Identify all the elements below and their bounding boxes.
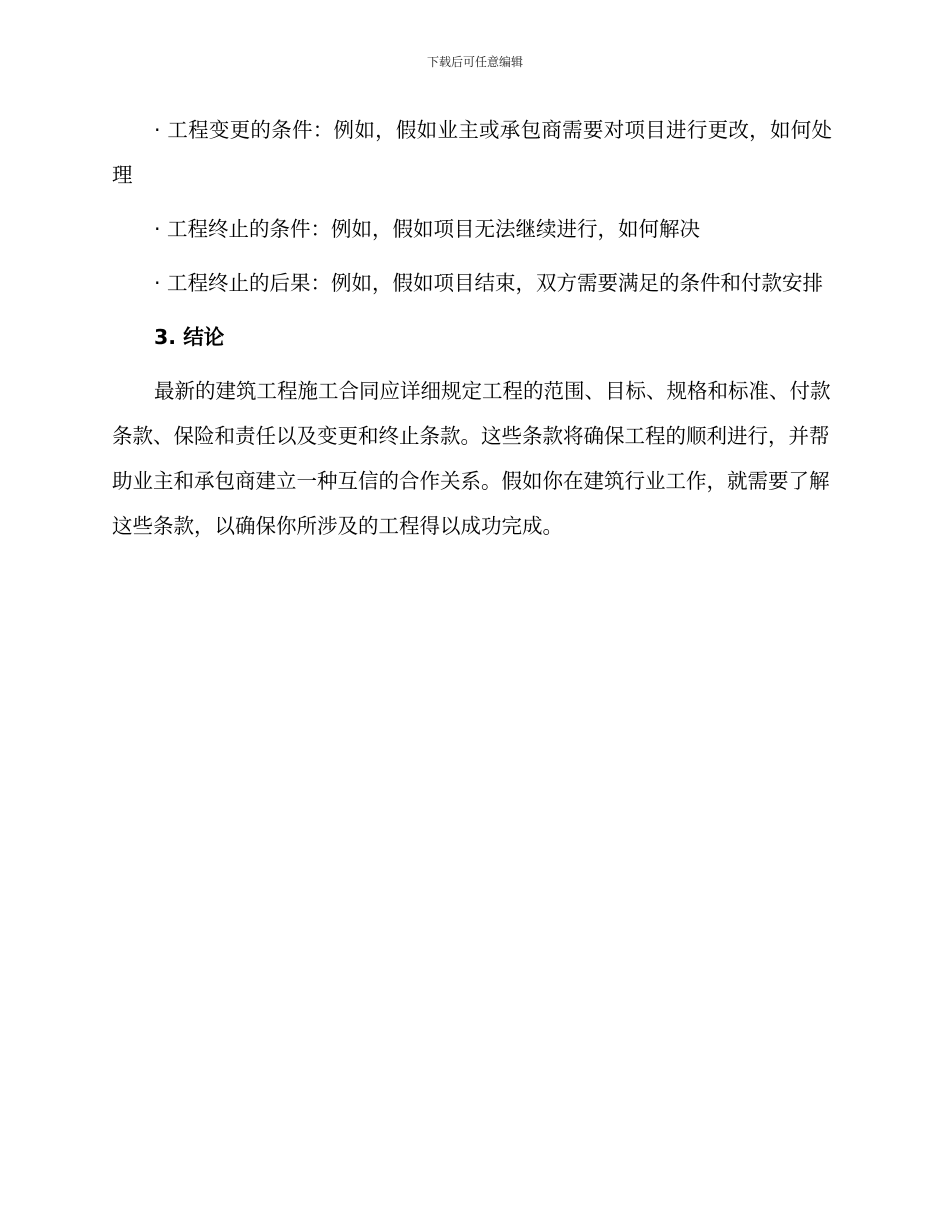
page-header: 下载后可任意编辑: [426, 55, 523, 69]
bullet-change-conditions: · 工程变更的条件：例如，假如业主或承包商需要对项目进行更改，如何处理: [112, 118, 832, 187]
bullet-termination-consequences: · 工程终止的后果：例如，假如项目结束，双方需要满足的条件和付款安排: [154, 271, 824, 295]
conclusion-paragraph: 最新的建筑工程施工合同应详细规定工程的范围、目标、规格和标准、付款条款、保险和责任以及变更和终止条款。这些条款将确保工程的顺利进行，并帮助业主和承包商建立一种互信的合作关系。假如你在建筑行业工作，就需要了解这些条款，以确保你所涉及的工程得以成功完成。: [112, 379, 831, 538]
document-body: [112, 108, 832, 558]
section-heading-conclusion: 3. 结论: [154, 325, 225, 349]
bullet-termination-conditions: · 工程终止的条件：例如，假如项目无法继续进行，如何解决: [154, 217, 701, 241]
